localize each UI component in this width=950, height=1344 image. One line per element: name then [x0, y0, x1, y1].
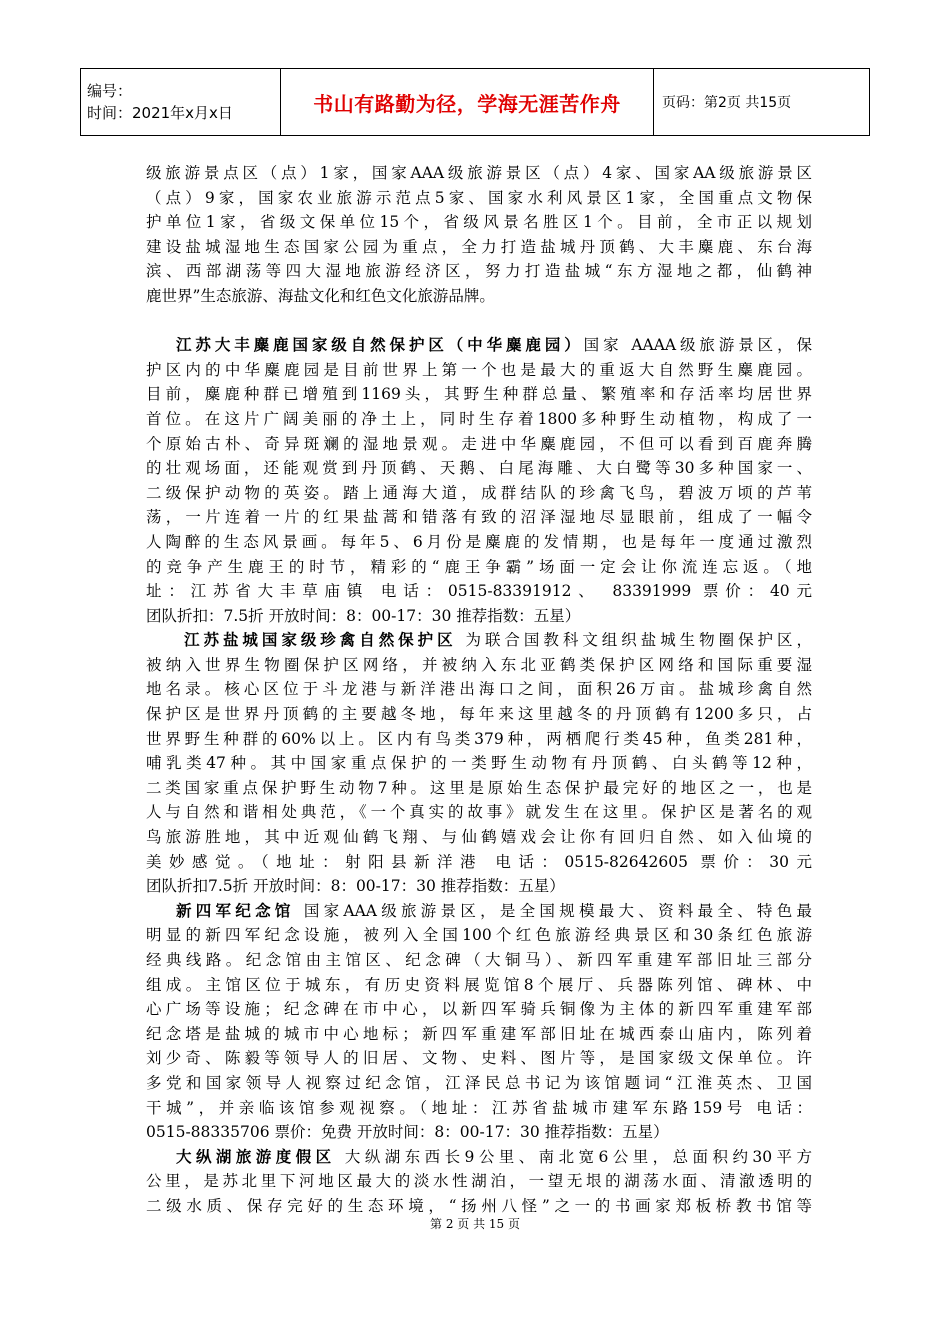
- document-date-label: 时间：2021年x月x日: [87, 104, 233, 122]
- text-line: 保护区是世界丹顶鹤的主要越冬地，每年来这里越冬的丹顶鹤有1200多只，占: [146, 705, 812, 724]
- text-line: 人与自然和谐相处典范，《一个真实的故事》就发生在这里。保护区是著名的观: [146, 803, 812, 822]
- text-line: 哺乳类47种。其中国家重点保护的一类野生动物有丹顶鹤、白头鹤等12种，: [146, 754, 812, 773]
- text-line: 被纳入世界生物圈保护区网络，并被纳入东北亚鹤类保护区网络和国际重要湿: [146, 655, 812, 674]
- paragraph-gap: [146, 309, 812, 334]
- text-line: 团队折扣7.5折 开放时间：8：00-17：30 推荐指数：五星）: [146, 877, 565, 896]
- text-line: 0515-88335706 票价：免费 开放时间：8：00-17：30 推荐指数：五星）: [146, 1123, 669, 1142]
- paragraph-first-line: [146, 1145, 812, 1170]
- section-heading-xinsijun: 新四军纪念馆: [176, 901, 295, 920]
- text-run: 国家 AAAA级旅游景区，保: [583, 336, 812, 355]
- text-line: 个原始古朴、奇异斑斓的湿地景观。走进中华麋鹿园，不但可以看到百鹿奔腾: [146, 434, 812, 453]
- text-line: 荡，一片连着一片的红果盐蒿和错落有致的沼泽湿地尽显眼前，组成了一幅令: [146, 508, 812, 527]
- text-line: 美妙感觉。（地址：射阳县新洋港 电话：0515-82642605 票价：30元: [146, 852, 812, 871]
- section-heading-zhenqin: 江苏盐城国家级珍禽自然保护区: [184, 631, 457, 650]
- text-line: 的壮观场面，还能观赏到丹顶鹤、天鹅、白尾海雕、大白鹭等30多种国家一、: [146, 459, 812, 478]
- text-line: 世界野生种群的60%以上。区内有鸟类379种，两栖爬行类45种，鱼类281种，: [146, 729, 812, 748]
- text-line: 级旅游景点区（点）1家，国家AAA级旅游景区（点）4家、国家AA级旅游景区: [146, 164, 812, 182]
- document-number-label: 编号：: [87, 82, 133, 100]
- section-heading-dazonghu: 大纵湖旅游度假区: [176, 1147, 336, 1166]
- text-line: 明显的新四军纪念设施，被列入全国100个红色旅游经典景区和30条红色旅游: [146, 926, 812, 945]
- text-line: 鹿世界”生态旅游、海盐文化和红色文化旅游品牌。: [146, 286, 495, 305]
- text-line: 二级水质、保存完好的生态环境，“扬州八怪”之一的书画家郑板桥教书馆等: [146, 1196, 812, 1215]
- paragraph-first-line: [146, 899, 812, 924]
- text-line: 二类国家重点保护野生动物7种。这里是原始生态保护最完好的地区之一，也是: [146, 778, 812, 797]
- text-run: 为联合国教科文组织盐城生物圈保护区，: [456, 631, 812, 650]
- text-line: 鸟旅游胜地，其中近观仙鹤飞翔、与仙鹤嬉戏会让你有回归自然、如入仙境的: [146, 828, 812, 847]
- text-line: 地名录。核心区位于斗龙港与新洋港出海口之间，面积26万亩。盐城珍禽自然: [146, 680, 812, 699]
- text-line: 心广场等设施；纪念碑在市中心，以新四军骑兵铜像为主体的新四军重建军部: [146, 1000, 812, 1019]
- text-line: 的竞争产生鹿王的时节，精彩的“鹿王争霸”场面一定会让你流连忘返。（地: [146, 557, 812, 576]
- text-line: 址：江苏省大丰草庙镇 电话：0515-83391912、 83391999 票价：40元: [146, 582, 812, 601]
- text-line: 人陶醉的生态风景画。每年5、6月份是麋鹿的发情期，也是每年一度通过激烈: [146, 532, 812, 551]
- text-line: 首位。在这片广阔美丽的净土上，同时生存着1800多种野生动植物，构成了一: [146, 409, 812, 428]
- text-line: 二级保护动物的英姿。踏上通海大道，成群结队的珍禽飞鸟，碧波万顷的芦苇: [146, 483, 812, 502]
- document-body: [146, 161, 812, 1219]
- header-meta: [81, 69, 281, 136]
- text-run: 国家AAA级旅游景区，是全国规模最大、资料最全、特色最: [294, 901, 812, 920]
- text-run: 大纵湖东西长9公里、南北宽6公里，总面积约30平方: [335, 1147, 812, 1166]
- page-footer: 第 2 页 共 15 页: [430, 1217, 520, 1231]
- text-line: 目前，麋鹿种群已增殖到1169头，其野生种群总量、繁殖率和存活率均居世界: [146, 385, 812, 404]
- text-line: 组成。主馆区位于城东，有历史资料展览馆8个展厅、兵器陈列馆、碑林、中: [146, 975, 812, 994]
- text-line: 公里，是苏北里下河地区最大的淡水性湖泊，一望无垠的湖荡水面、清澈透明的: [146, 1172, 812, 1191]
- text-line: 团队折扣：7.5折 开放时间：8：00-17：30 推荐指数：五星）: [146, 606, 581, 625]
- header-motto: 书山有路勤为径，学海无涯苦作舟: [281, 69, 654, 136]
- header-page-number: 页码：第2页 共15页: [654, 69, 870, 136]
- page-header: [80, 68, 870, 136]
- paragraph-first-line: [146, 628, 812, 653]
- text-line: 护区内的中华麋鹿园是目前世界上第一个也是最大的重返大自然野生麋鹿园。: [146, 360, 812, 379]
- text-line: （点）9家，国家农业旅游示范点5家、国家水利风景区1家，全国重点文物保: [146, 188, 812, 207]
- text-line: 多党和国家领导人视察过纪念馆，江泽民总书记为该馆题词“江淮英杰、卫国: [146, 1073, 812, 1092]
- text-line: 干城”，并亲临该馆参观视察。（地址：江苏省盐城市建军东路159号 电话：: [146, 1098, 812, 1117]
- text-line: 纪念塔是盐城的城市中心地标；新四军重建军部旧址在城西泰山庙内，陈列着: [146, 1024, 812, 1043]
- text-line: 滨、西部湖荡等四大湿地旅游经济区，努力打造盐城“东方湿地之都，仙鹤神: [146, 262, 812, 281]
- text-line: 经典线路。纪念馆由主馆区、纪念碑（大铜马）、新四军重建军部旧址三部分: [146, 951, 812, 969]
- paragraph-first-line: [146, 333, 812, 358]
- section-heading-milu: 江苏大丰麋鹿国家级自然保护区（中华麋鹿园）: [176, 336, 584, 355]
- text-line: 刘少奇、陈毅等领导人的旧居、文物、史料、图片等，是国家级文保单位。许: [146, 1049, 812, 1068]
- text-line: 护单位1家，省级文保单位15个，省级风景名胜区1个。目前，全市正以规划: [146, 213, 812, 232]
- text-line: 建设盐城湿地生态国家公园为重点，全力打造盐城丹顶鹤、大丰麋鹿、东台海: [146, 237, 812, 256]
